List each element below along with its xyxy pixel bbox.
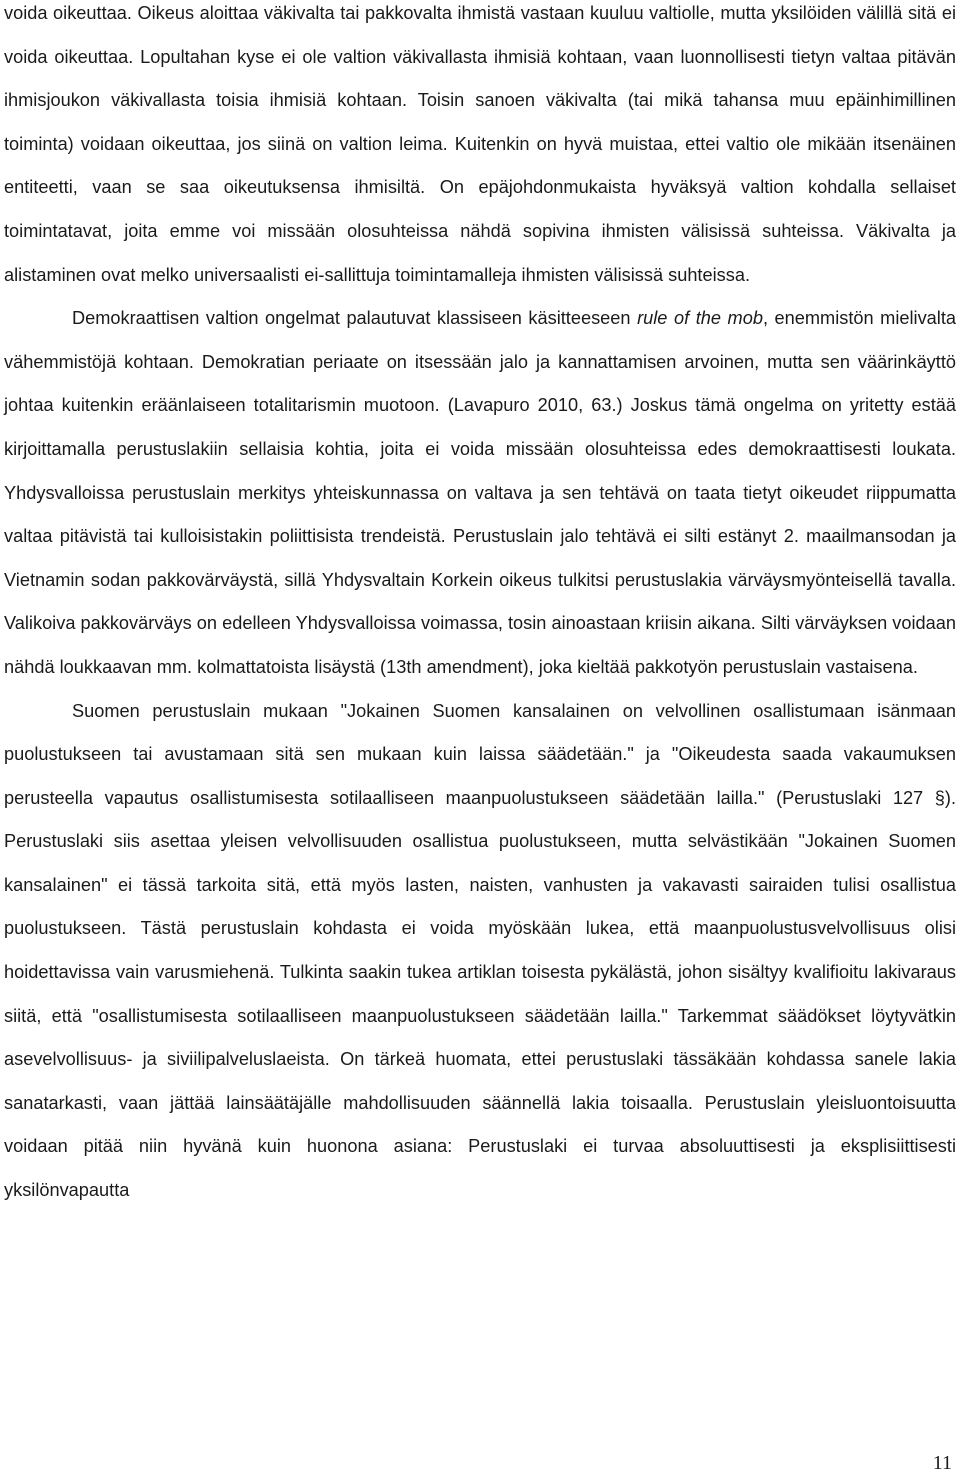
paragraph-2-text-a: Demokraattisen valtion ongelmat palautuvat klassiseen käsitteeseen	[72, 308, 638, 329]
paragraph-2-text-b: , enemmistön mielivalta vähemmistöjä kohtaan. Demokratian periaate on itsessään jalo ja kannattamisen arvoinen, mutta sen väärinkäyttö johtaa kuitenkin eräänlaiseen totalitarismin muotoon. (Lavapuro 2010, 63.) Joskus tämä ongelma on yritetty estää kirjoittamalla perustuslakiin sellaisia kohtia, joita ei voida missään olosuhteissa edes demokraattisesti loukata. Yhdysvalloissa perustuslain merkitys yhteiskunnassa on valtava ja sen tehtävä on taata tietyt oikeudet riippumatta valtaa pitävistä tai kulloisistakin poliittisista trendeistä. Perustuslain jalo tehtävä ei silti estänyt 2. maailmansodan ja Vietnamin sodan pakkovärväystä, sillä Yhdysvaltain Korkein oikeus tulkitsi perustuslakia värväysmyönteisellä tavalla. Valikoiva pakkovärväys on edelleen Yhdysvalloissa voimassa, tosin ainoastaan kriisin aikana. Silti värväyksen voidaan nähdä loukkaavan mm. kolmattatoista lisäystä (13th amendment), joka kieltää pakkotyön perustuslain vastaisena.	[4, 308, 956, 677]
paragraph-2	[4, 297, 956, 689]
paragraph-1	[4, 0, 956, 297]
page-number: 11	[932, 1452, 952, 1474]
paragraph-2-italic-term: rule of the mob	[637, 308, 763, 329]
paragraph-3-text: Suomen perustuslain mukaan "Jokainen Suomen kansalainen on velvollinen osallistumaan isänmaan puolustukseen tai avustamaan sitä sen mukaan kuin laissa säädetään." ja "Oikeudesta saada vakaumuksen perusteella vapautus osallistumisesta sotilaalliseen maanpuolustukseen säädetään lailla." (Perustuslaki 127 §). Perustuslaki siis asettaa yleisen velvollisuuden osallistua puolustukseen, mutta selvästikään "Jokainen Suomen kansalainen" ei tässä tarkoita sitä, että myös lasten, naisten, vanhusten ja vakavasti sairaiden tulisi osallistua puolustukseen. Tästä perustuslain kohdasta ei voida myöskään lukea, että maanpuolustusvelvollisuus olisi hoidettavissa vain varusmiehenä. Tulkinta saakin tukea artiklan toisesta pykälästä, johon sisältyy kvalifioitu lakivaraus siitä, että "osallistumisesta sotilaalliseen maanpuolustukseen säädetään lailla." Tarkemmat säädökset löytyvätkin asevelvollisuus- ja siviilipalveluslaeista. On tärkeä huomata, ettei perustuslaki tässäkään kohdassa sanele lakia sanatarkasti, vaan jättää lainsäätäjälle mahdollisuuden säännellä lakia toisaalla. Perustuslain yleisluontoisuutta voidaan pitää niin hyvänä kuin huonona asiana: Perustuslaki ei turvaa absoluuttisesti ja eksplisiittisesti yksilönvapautta	[4, 700, 956, 1201]
paragraph-1-text: voida oikeuttaa. Oikeus aloittaa väkivalta tai pakkovalta ihmistä vastaan kuuluu valtiolle, mutta yksilöiden välillä sitä ei voida oikeuttaa. Lopultahan kyse ei ole valtion väkivallasta ihmisiä kohtaan, vaan luonnollisesti tietyn valtaa pitävän ihmisjoukon väkivallasta toisia ihmisiä kohtaan. Toisin sanoen väkivalta (tai mikä tahansa muu epäinhimillinen toiminta) voidaan oikeuttaa, jos siinä on valtion leima. Kuitenkin on hyvä muistaa, ettei valtio ole mikään itsenäinen entiteetti, vaan se saa oikeutuksensa ihmisiltä. On epäjohdonmukaista hyväksyä valtion kohdalla sellaiset toimintatavat, joita emme voi missään olosuhteissa nähdä sopivina ihmisten välisissä suhteissa. Väkivalta ja alistaminen ovat melko universaalisti ei-sallittuja toimintamalleja ihmisten välisissä suhteissa.	[4, 3, 956, 285]
paragraph-3	[4, 690, 956, 1213]
document-page	[4, 0, 956, 1213]
